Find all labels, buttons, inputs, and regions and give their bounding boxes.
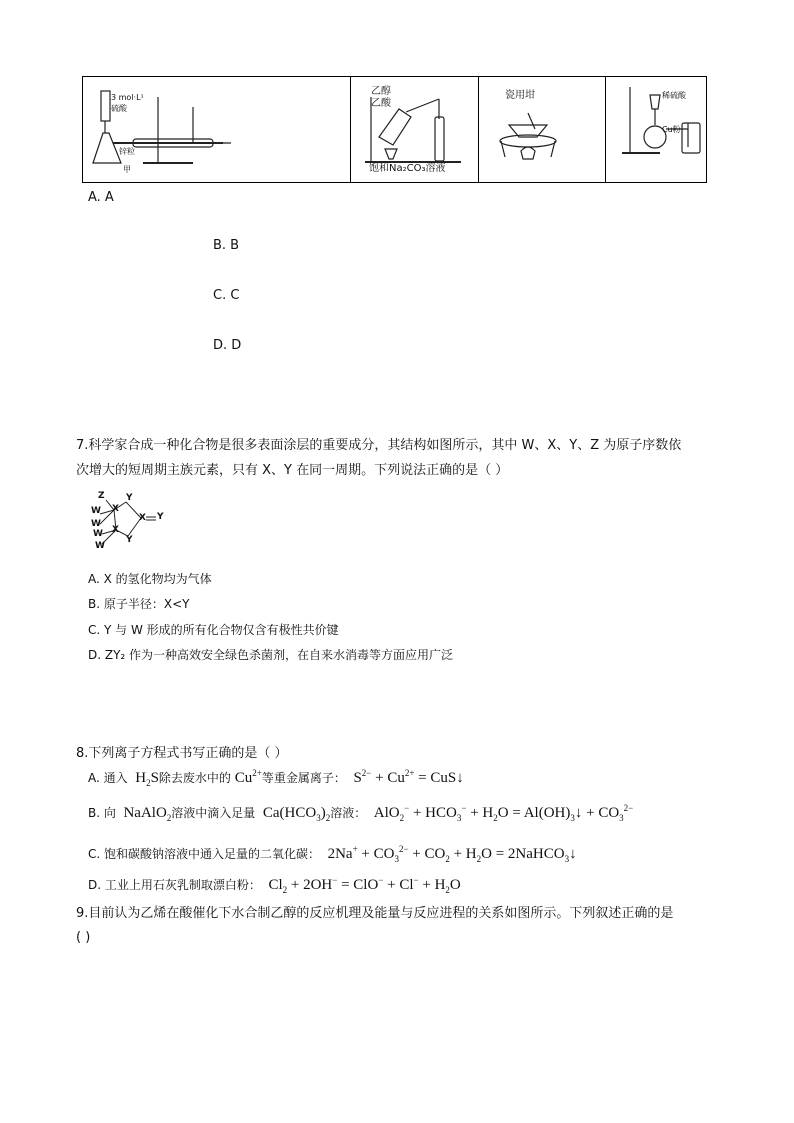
q8-a-formula-h2s: $H_2S$ <box>131 770 159 788</box>
apparatus-c-figure <box>479 77 606 182</box>
label-concentration: 3 mol·L¹ <box>111 93 144 102</box>
q8-d-equation: $Cl_2 + 2OH^- = ClO^- + Cl^- + H_2O$ <box>264 875 461 895</box>
label-crucible: 瓷用坩 <box>505 90 535 101</box>
q8-b-mid2: 溶液： <box>330 806 367 820</box>
apparatus-cell-a <box>83 77 351 182</box>
q8-b-formula-cahco3: $Ca(HCO_3)_2$ <box>259 805 331 823</box>
label-dilute-sulfuric: 稀硫酸 <box>662 91 686 100</box>
q8-option-b[interactable] <box>88 805 633 821</box>
q6-option-b[interactable]: B. B <box>213 238 240 253</box>
q9-stem-line2: ( ) <box>76 930 91 945</box>
q8-c-prefix: C. 饱和碳酸钠溶液中通入足量的二氧化碳： <box>88 847 321 861</box>
apparatus-cell-d <box>606 77 706 182</box>
q8-a-prefix: A. 通入 <box>88 771 128 785</box>
atom-w1: W <box>91 506 101 516</box>
q6-option-d[interactable]: D. D <box>213 338 242 353</box>
atom-x2: X <box>112 525 119 535</box>
q7-structure <box>86 490 176 552</box>
atom-x3: X <box>139 513 146 523</box>
q8-a-mid1: 除去废水中的 <box>158 771 231 785</box>
apparatus-d-figure <box>606 77 706 182</box>
q8-stem: 8.下列离子方程式书写正确的是（ ） <box>76 746 288 761</box>
atom-y1: Y <box>126 493 133 503</box>
q8-a-equation: $S^{2-} + Cu^{2+}$ = CuS↓ <box>349 768 464 786</box>
q6-option-a[interactable]: A. A <box>88 190 114 205</box>
apparatus-cell-b <box>351 77 479 182</box>
atom-z: Z <box>98 491 105 501</box>
q7-stem-line2: 次增大的短周期主族元素，只有 X、Y 在同一周期。下列说法正确的是（ ） <box>76 463 509 478</box>
q8-option-c[interactable] <box>88 846 577 862</box>
atom-w3: W <box>93 529 103 539</box>
q8-b-mid1: 溶液中滴入足量 <box>171 806 256 820</box>
label-ethanol: 乙醇 <box>371 86 391 97</box>
q7-stem-line1: 7.科学家合成一种化合物是很多表面涂层的重要成分，其结构如图所示，其中 W、X、Y、Z 为原子序数依 <box>76 438 682 453</box>
apparatus-cell-c <box>479 77 606 182</box>
apparatus-table <box>82 76 707 183</box>
q8-option-a[interactable] <box>88 770 464 786</box>
label-acetic-acid: 乙酸 <box>371 98 391 109</box>
label-jia: 甲 <box>123 165 131 174</box>
atom-x1: X <box>112 504 119 514</box>
q8-c-equation: $2Na^+ + CO_3^{2-} + CO_2 + H_2O$ = 2NaHCO$_3$↓ <box>323 844 577 864</box>
atom-w4: W <box>95 541 105 551</box>
atom-y2: Y <box>126 535 133 545</box>
q6-option-c[interactable]: C. C <box>213 288 240 303</box>
q7-option-a[interactable]: A. X 的氢化物均为气体 <box>88 572 212 586</box>
q8-b-prefix: B. 向 <box>88 806 116 820</box>
label-copper-powder: Cu粉 <box>662 125 681 134</box>
q7-option-c[interactable]: C. Y 与 W 形成的所有化合物仅含有极性共价键 <box>88 623 339 637</box>
atom-y3: Y <box>157 512 164 522</box>
q8-b-equation: $AlO_2^- + HCO_3^- + H_2O$ = $Al(OH)_3↓ + CO_3^{2-}$ <box>370 803 634 823</box>
q8-a-formula-cu: $Cu^{2+}$ <box>234 768 262 786</box>
q8-a-mid2: 等重金属离子： <box>261 771 346 785</box>
atom-w2: W <box>91 519 101 529</box>
q7-option-d[interactable]: D. ZY₂ 作为一种高效安全绿色杀菌剂，在自来水消毒等方面应用广泛 <box>88 648 454 662</box>
q7-option-b[interactable]: B. 原子半径：X<Y <box>88 597 190 611</box>
label-sodium-carbonate: 饱和Na₂CO₃溶液 <box>369 163 446 174</box>
q8-option-d[interactable] <box>88 877 461 893</box>
label-acid: 硫酸 <box>111 104 127 113</box>
q8-b-formula-naalo2: NaAlO$_2$ <box>119 805 172 823</box>
q8-d-prefix: D. 工业上用石灰乳制取漂白粉： <box>88 878 261 892</box>
label-zinc: 锌粒 <box>119 147 135 156</box>
q9-stem-line1: 9.目前认为乙烯在酸催化下水合制乙醇的反应机理及能量与反应进程的关系如图所示。下列叙述正确的是 <box>76 906 674 921</box>
